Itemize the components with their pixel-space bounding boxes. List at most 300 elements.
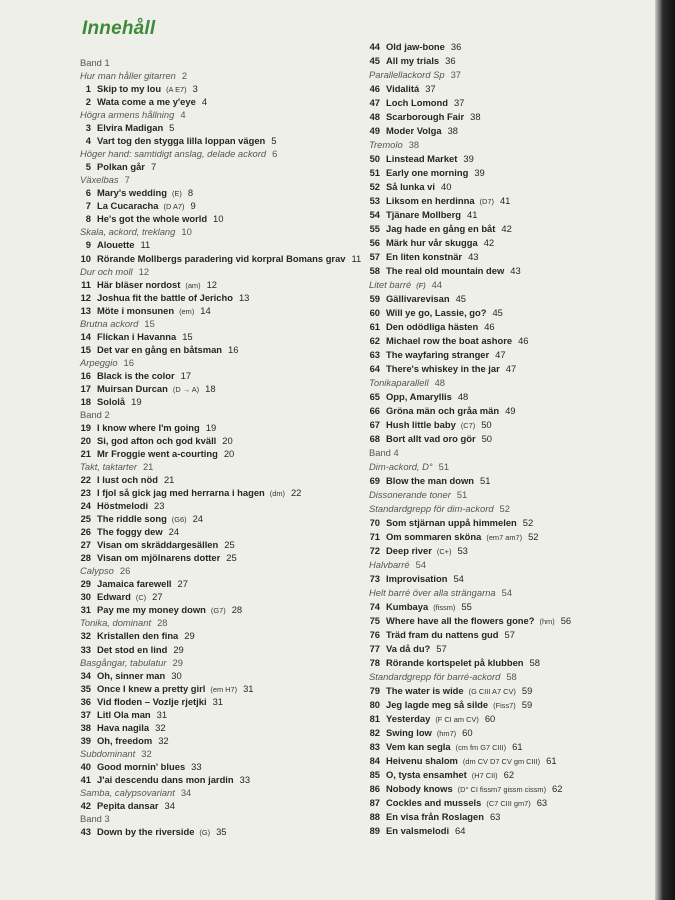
section-heading (80, 748, 152, 759)
chord-note: (G CIII A7 CV) (468, 687, 516, 696)
page-number: 38 (470, 111, 481, 122)
section-heading (369, 69, 461, 80)
song-number: 82 (369, 727, 380, 738)
song-number: 6 (85, 187, 91, 199)
song-number: 29 (80, 578, 91, 590)
song-number: 39 (80, 734, 91, 746)
chord-note: (C) (135, 593, 147, 603)
song-title: The real old mountain dew (386, 265, 505, 276)
toc-entry (76, 800, 175, 811)
section-title: Band 1 (80, 57, 110, 68)
song-title: Pay me my money down (97, 604, 206, 616)
song-title: Improvisation (386, 573, 448, 584)
chord-note: (D° CI fissm7 gissm cissm) (457, 785, 547, 794)
page-number: 33 (191, 760, 202, 772)
song-title: Vidalitá (386, 83, 420, 94)
song-title: Höstmelodi (97, 500, 149, 512)
page-number: 51 (480, 475, 491, 486)
page-title: Innehåll (82, 18, 156, 39)
page-number: 14 (200, 304, 211, 316)
song-number: 3 (85, 122, 91, 134)
section-title: Subdominant (80, 747, 136, 759)
song-title: There's whiskey in the jar (386, 363, 500, 374)
song-number: 65 (369, 391, 380, 402)
section-heading (369, 489, 467, 500)
song-number: 79 (369, 685, 380, 696)
chord-note: (cm fm G7 CIII) (455, 743, 507, 752)
toc-entry (365, 741, 523, 753)
page-number: 51 (456, 489, 468, 500)
section-heading (80, 617, 168, 628)
song-title: En liten konstnär (386, 251, 463, 262)
song-number: 69 (369, 475, 380, 486)
page-number: 55 (461, 601, 472, 612)
toc-entry (365, 797, 547, 809)
song-title: The riddle song (97, 513, 167, 525)
song-title: Loch Lomond (386, 97, 448, 108)
section-heading (80, 266, 149, 277)
song-title: Om sommaren sköna (386, 531, 482, 542)
toc-entry (76, 604, 242, 616)
section-title: Tremolo (369, 139, 403, 150)
song-title: Good mornin' blues (97, 760, 186, 772)
toc-entry (365, 307, 503, 318)
page-number: 47 (505, 363, 517, 374)
chord-note: (D → A) (172, 384, 200, 394)
toc-entry (76, 735, 169, 746)
page-number: 62 (503, 769, 515, 780)
band-heading (80, 57, 110, 68)
chord-note: (E) (171, 189, 182, 199)
song-number: 88 (369, 811, 380, 822)
page-number: 45 (492, 307, 503, 318)
song-title: Hush little baby (386, 419, 456, 430)
page-number: 25 (226, 552, 237, 564)
toc-entry (76, 96, 207, 107)
song-title: Skip to my lou (97, 83, 162, 95)
song-title: Wata come a me y'eye (97, 96, 196, 108)
song-title: Will ye go, Lassie, go? (386, 307, 487, 318)
page-number: 27 (177, 578, 188, 590)
toc-entry (76, 722, 166, 733)
toc-entry (76, 200, 196, 212)
toc-entry (76, 474, 174, 485)
page-number: 38 (408, 139, 420, 150)
page-number: 13 (238, 291, 250, 303)
song-title: La Cucaracha (97, 200, 159, 212)
song-title: Va då du? (386, 643, 431, 654)
toc-entry (76, 305, 211, 317)
song-title: Where have all the flowers gone? (386, 615, 535, 626)
toc-entry (76, 187, 193, 199)
page-number: 48 (457, 391, 469, 402)
song-title: Som stjärnan uppå himmelen (386, 517, 517, 528)
toc-entry (76, 239, 150, 250)
song-number: 54 (369, 209, 380, 220)
band-heading (369, 447, 399, 458)
song-title: Down by the riverside (97, 826, 195, 837)
toc-entry (365, 153, 474, 164)
song-number: 43 (80, 826, 91, 837)
toc-entry (76, 435, 233, 446)
section-title: Standardgrepp för barré-ackord (369, 671, 501, 682)
page-number: 7 (124, 174, 130, 186)
chord-note: (D A7) (163, 202, 185, 212)
section-title: Brutna ackord (80, 317, 139, 329)
song-title: Linstead Market (386, 153, 458, 164)
section-heading (80, 787, 191, 798)
page-number: 54 (415, 559, 427, 570)
page-number: 28 (231, 604, 243, 616)
page-number: 9 (190, 200, 196, 212)
song-title: Blow the man down (386, 475, 475, 486)
song-number: 71 (369, 531, 380, 542)
page-number: 62 (552, 783, 563, 794)
page-number: 31 (156, 708, 168, 720)
toc-entry (365, 643, 447, 654)
section-title: Samba, calypsovariant (80, 786, 175, 798)
page-number: 45 (455, 293, 467, 304)
song-number: 64 (369, 363, 380, 374)
section-heading (80, 565, 130, 576)
toc-entry (76, 539, 235, 550)
song-title: Pepita dansar (97, 799, 159, 811)
song-number: 72 (369, 545, 380, 556)
page-number: 52 (528, 531, 539, 542)
chord-note: (C+) (436, 547, 452, 556)
song-number: 68 (369, 433, 380, 444)
chord-note: (fissm) (433, 603, 456, 612)
section-heading (369, 139, 419, 150)
toc-entry (365, 699, 532, 711)
song-number: 76 (369, 629, 380, 640)
song-number: 20 (80, 434, 91, 446)
page-number: 63 (489, 811, 501, 822)
chord-note: (G6) (171, 515, 187, 525)
toc-entry (76, 370, 191, 381)
song-number: 17 (80, 382, 91, 394)
page-number: 36 (450, 41, 462, 52)
song-number: 67 (369, 419, 380, 430)
song-title: Här bläser nordost (97, 278, 181, 290)
section-heading (369, 503, 510, 514)
page-number: 38 (447, 125, 458, 136)
chord-note: (F CI am CV) (435, 715, 479, 724)
toc-entry (76, 500, 164, 511)
song-number: 56 (369, 237, 380, 248)
page-number: 59 (521, 699, 533, 710)
song-title: Så lunka vi (386, 181, 435, 192)
toc-entry (365, 545, 468, 557)
song-number: 9 (85, 239, 91, 251)
page-number: 31 (212, 695, 224, 707)
song-title: Bort allt vad oro gör (386, 433, 476, 444)
page-number: 41 (467, 209, 478, 220)
toc-entry (76, 526, 179, 537)
song-title: Den odödliga hästen (386, 321, 479, 332)
song-title: Elvira Madigan (97, 122, 164, 134)
song-title: Jamaica farewell (97, 578, 172, 590)
song-number: 34 (80, 669, 91, 681)
section-title: Tonikaparallell (369, 377, 429, 388)
toc-entry (76, 774, 250, 785)
page-number: 31 (243, 682, 254, 694)
toc-entry (76, 161, 156, 172)
song-number: 14 (80, 330, 91, 342)
section-heading (369, 377, 445, 388)
page-number: 42 (501, 223, 512, 234)
chord-note: (em) (179, 306, 195, 316)
song-number: 23 (80, 487, 91, 499)
page-number: 32 (155, 721, 166, 733)
toc-entry (365, 125, 458, 136)
toc-entry (76, 292, 249, 303)
song-number: 27 (80, 539, 91, 551)
section-title: Dur och moll (80, 265, 133, 277)
section-heading (80, 357, 134, 368)
page-number: 59 (521, 685, 533, 696)
page-number: 4 (180, 109, 186, 121)
section-title: Halvbarré (369, 559, 410, 570)
toc-entry (365, 657, 540, 668)
song-number: 12 (80, 291, 91, 303)
song-title: En visa från Roslagen (386, 811, 484, 822)
song-number: 2 (85, 96, 91, 108)
toc-entry (365, 195, 510, 207)
page-number: 58 (506, 671, 517, 682)
toc-entry (365, 167, 485, 178)
page-number: 29 (173, 643, 184, 655)
page-number: 46 (518, 335, 529, 346)
section-title: Band 2 (80, 408, 110, 420)
page-number: 53 (457, 545, 468, 556)
toc-entry (365, 769, 514, 781)
page-number: 29 (172, 656, 183, 668)
song-number: 32 (80, 630, 91, 642)
song-number: 8 (85, 213, 91, 225)
toc-entry (365, 713, 495, 725)
section-title: Höger hand: samtidigt anslag, delade ackord (80, 148, 267, 160)
song-title: Oh, sinner man (97, 669, 166, 681)
page-number: 15 (144, 317, 155, 329)
song-number: 84 (369, 755, 380, 766)
page-number: 15 (182, 330, 193, 342)
toc-entry (365, 811, 500, 822)
song-number: 59 (369, 293, 380, 304)
song-title: The water is wide (386, 685, 464, 696)
song-number: 1 (85, 83, 91, 95)
page-number: 39 (474, 167, 485, 178)
section-title: Band 3 (80, 812, 110, 824)
section-title: Litet barré (369, 279, 412, 290)
page-number: 48 (434, 377, 446, 388)
song-title: Jeg lagde meg så silde (386, 699, 489, 710)
section-heading (80, 148, 277, 159)
page-number: 19 (205, 421, 217, 433)
song-number: 13 (80, 304, 91, 316)
toc-entry (365, 433, 492, 444)
section-title: Standardgrepp för dim-ackord (369, 503, 494, 514)
song-title: Scarborough Fair (386, 111, 465, 122)
chord-note: (em7 am7) (486, 533, 523, 542)
chord-note: (Fiss7) (493, 701, 516, 710)
page-number: 22 (290, 487, 302, 499)
toc-entry (76, 422, 216, 433)
page-number: 23 (154, 500, 165, 512)
toc-entry (365, 517, 533, 528)
page-number: 60 (484, 713, 496, 724)
toc-entry (365, 55, 456, 66)
song-title: Gällivarevisan (386, 293, 450, 304)
song-number: 48 (369, 111, 380, 122)
song-number: 87 (369, 797, 380, 808)
page-number: 24 (192, 513, 204, 525)
band-heading (80, 409, 110, 420)
toc-entry (76, 213, 223, 224)
section-heading (80, 657, 183, 668)
section-title: Takt, taktarter (80, 461, 137, 473)
song-number: 78 (369, 657, 380, 668)
page-number: 21 (142, 461, 154, 473)
song-number: 86 (369, 783, 380, 794)
section-heading (369, 559, 426, 570)
song-number: 41 (80, 773, 91, 785)
toc-entry (365, 41, 461, 52)
song-number: 45 (369, 55, 380, 66)
page-number: 16 (228, 343, 239, 355)
chord-note: (hm7) (436, 729, 457, 738)
section-title: Band 4 (369, 447, 399, 458)
song-number: 74 (369, 601, 380, 612)
song-title: Rörande Mollbergs paradering vid korpral Bomans grav (97, 252, 346, 264)
song-number: 85 (369, 769, 380, 780)
toc-entry (365, 783, 562, 795)
song-title: Träd fram du nattens gud (386, 629, 499, 640)
page-number: 57 (504, 629, 515, 640)
page-number: 18 (205, 382, 216, 394)
song-title: Nobody knows (386, 783, 453, 794)
section-heading (369, 671, 517, 682)
song-title: Deep river (386, 545, 432, 556)
song-title: Alouette (97, 239, 135, 251)
page-number: 25 (224, 539, 235, 551)
song-title: Jag hade en gång en båt (386, 223, 496, 234)
song-title: Polkan går (97, 161, 145, 173)
toc-entry (365, 405, 516, 416)
song-number: 77 (369, 643, 380, 654)
toc-entry (365, 181, 451, 192)
toc-entry (365, 531, 539, 543)
section-title: Helt barré över alla strängarna (369, 587, 496, 598)
toc-entry (365, 349, 506, 360)
page-number: 37 (450, 69, 461, 80)
toc-entry (365, 685, 532, 697)
song-number: 62 (369, 335, 380, 346)
song-title: Cockles and mussels (386, 797, 482, 808)
page-number: 43 (468, 251, 479, 262)
song-title: J'ai descendu dans mon jardin (97, 773, 234, 785)
toc-entry (365, 251, 479, 262)
toc-entry (365, 391, 468, 402)
song-number: 18 (80, 395, 91, 407)
song-title: I fjol så gick jag med herrarna i hagen (97, 487, 265, 499)
song-number: 60 (369, 307, 380, 318)
song-title: Visan om mjölnarens dotter (97, 552, 221, 564)
page-number: 44 (431, 279, 443, 290)
toc-entry (76, 826, 227, 838)
section-heading (80, 174, 130, 185)
song-title: Tjänare Mollberg (386, 209, 462, 220)
page-number: 61 (512, 741, 523, 752)
page-number: 41 (499, 195, 511, 206)
toc-entry (365, 97, 464, 108)
toc-entry (365, 321, 495, 332)
song-title: Edward (97, 591, 131, 603)
page-number: 57 (436, 643, 447, 654)
page-number: 36 (445, 55, 456, 66)
song-number: 24 (80, 500, 91, 512)
toc-entry (76, 591, 163, 603)
song-number: 11 (81, 278, 91, 290)
song-title: Vart tog den stygga lilla loppan vägen (97, 135, 266, 147)
toc-entry (365, 223, 512, 234)
section-heading (80, 109, 186, 120)
page-number: 39 (463, 153, 474, 164)
toc-entry (365, 265, 521, 276)
toc-entry (76, 670, 182, 681)
toc-entry (76, 383, 216, 395)
song-title: Liksom en herdinna (386, 195, 475, 206)
page-number: 34 (180, 786, 192, 798)
song-number: 22 (80, 474, 91, 486)
toc-entry (365, 601, 472, 613)
page-number: 40 (440, 181, 452, 192)
toc-entry (365, 209, 477, 220)
section-title: Parallellackord Sp (369, 69, 445, 80)
song-number: 33 (80, 643, 91, 655)
song-number: 75 (369, 615, 380, 626)
song-number: 73 (369, 573, 380, 584)
toc-entry (76, 487, 301, 499)
page-number: 10 (213, 213, 224, 225)
page-number: 42 (483, 237, 495, 248)
page-number: 12 (206, 278, 217, 290)
page-number: 52 (522, 517, 534, 528)
song-title: Det var en gång en båtsman (97, 343, 223, 355)
page-number: 54 (453, 573, 464, 584)
page-number: 7 (150, 161, 157, 173)
toc-entry (365, 363, 516, 374)
page-number: 30 (171, 669, 182, 681)
band-heading (80, 813, 110, 824)
song-title: Swing low (386, 727, 432, 738)
song-number: 26 (80, 526, 91, 538)
page-number: 56 (560, 615, 572, 626)
song-number: 37 (80, 708, 91, 720)
toc-entry (76, 396, 142, 407)
song-title: Mr Froggie went a-courting (97, 448, 218, 460)
page-number: 2 (181, 70, 188, 82)
section-heading (369, 279, 442, 291)
song-number: 5 (85, 161, 91, 173)
toc-entry (365, 755, 557, 767)
toc-entry (365, 237, 494, 248)
song-number: 51 (369, 167, 380, 178)
toc-entry (76, 83, 198, 95)
page-number: 10 (181, 226, 192, 238)
page-number: 49 (505, 405, 516, 416)
page-number: 5 (271, 135, 277, 147)
